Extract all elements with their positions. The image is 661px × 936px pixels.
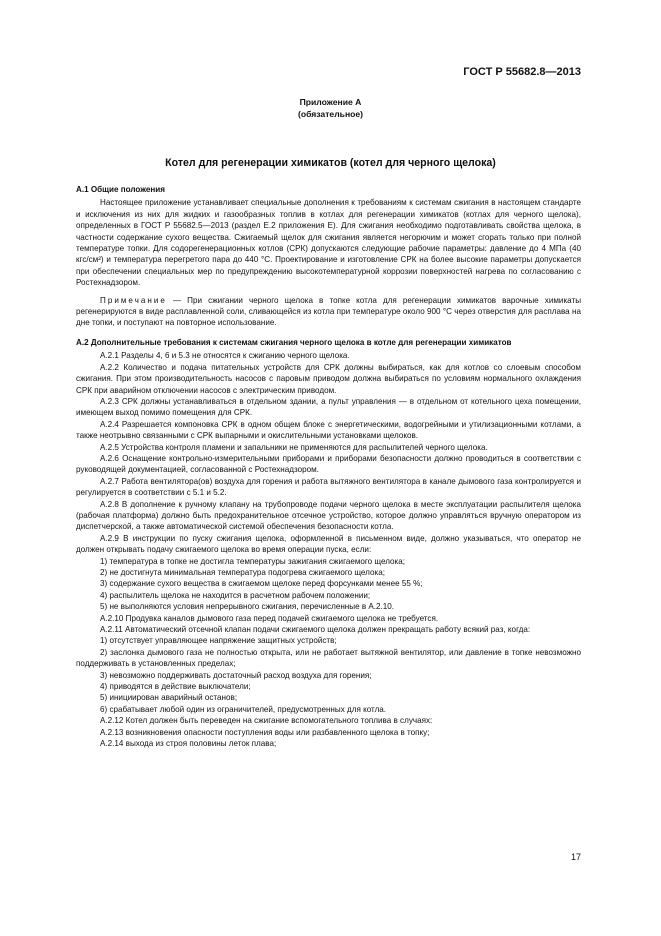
paragraph-a23: А.2.3 СРК должны устанавливаться в отдельном здании, а пульт управления — в отдельном от котельного цеха помещении, имеющем выход помимо помещения для СРК. (76, 396, 581, 418)
note-text: — При сжигании черного щелока в топке котла для регенерации химикатов варочные химикаты регенерируются в виде расплавленной соли, сливающейся из котла при температуре около 900 °С через отверстия для расплава на дне топки, и поступают на повторное использование. (76, 295, 582, 328)
list-item: 3) содержание сухого вещества в сжигаемом щелоке перед форсунками менее 55 %; (100, 579, 423, 589)
appendix-label: Приложение А (299, 97, 362, 107)
list-item: 1) температура в топке не достигла температуры зажигания сжигаемого щелока; (100, 556, 406, 566)
paragraph-a25: А.2.5 Устройства контроля пламени и запальники не применяются для распылителей черного щелока. (100, 442, 488, 452)
list-item: 4) распылитель щелока не находится в расчетном рабочем положении; (100, 590, 371, 600)
paragraph-a22: А.2.2 Количество и подача питательных устройств для СРК должны выбираться, как для котлов со слоевым способом сжигания. При этом производительность насосов с паровым приводом должна выбираться по условиям нормального охлаждения СРК при аварийном отключении насосов с электрическим приводом. (76, 362, 581, 395)
list-item: 2) не достигнута минимальная температура подогрева сжигаемого щелока; (100, 568, 385, 577)
paragraph-a213: А.2.13 возникновения опасности поступления воды или разбавленного щелока в топку; (100, 727, 430, 737)
document-body (76, 184, 581, 750)
list-item: 1) отсутствует управляющее напряжение защитных устройств; (100, 636, 337, 646)
paragraph-a24: А.2.4 Разрешается компоновка СРК в одном общем блоке с энергетическими, водогрейными и утилизационными котлами, а также неотрывно связанными с СРК выпарными и окислительными установками щелоков. (76, 419, 581, 441)
list-item: 5) инициирован аварийный останов; (100, 693, 238, 703)
paragraph-a28: А.2.8 В дополнение к ручному клапану на трубопроводе подачи черного щелока в месте эксплуатации распылителя щелока (рабочая платформа) должно быть предохранительное отсечное устройство, которое должно управляться вручную оператором из диспетчерской, а также автоматической системой обеспечения безопасности котла. (76, 499, 581, 532)
section-a2-heading: А.2 Дополнительные требования к системам сжигания черного щелока в котле для регенерации химикатов (76, 337, 512, 347)
appendix-status: (обязательное) (297, 109, 364, 119)
paragraph-a26: А.2.6 Оснащение контрольно-измерительными приборами и приборами безопасности должно проводиться в соответствии с руководящей документацией, согласованной с Ростехнадзором. (76, 453, 581, 475)
appendix-title: Котел для регенерации химикатов (котел для черного щелока) (165, 157, 496, 169)
page-number: 17 (570, 852, 581, 862)
appendix-heading (0, 96, 661, 120)
paragraph-a214: А.2.14 выхода из строя половины леток плава; (100, 739, 277, 749)
standard-number: ГОСТ Р 55682.8—2013 (463, 66, 581, 78)
list-item: 2) заслонка дымового газа не полностью открыта, или не работает вытяжной вентилятор, или давление в топке невозможно поддерживать в установленных пределах; (76, 647, 581, 669)
paragraph-a211: А.2.11 Автоматический отсечной клапан подачи сжигаемого щелока должен прекращать работу всякий раз, когда: (100, 625, 531, 635)
list-item: 4) приводятся в действие выключатели; (100, 682, 251, 692)
paragraph-a27: А.2.7 Работа вентилятора(ов) воздуха для горения и работа вытяжного вентилятора в канале дымового газа контролируется и регулируется в соответствии с 5.1 и 5.2. (76, 476, 581, 498)
paragraph-a29: А.2.9 В инструкции по пуску сжигания щелока, оформленной в письменном виде, должно указываться, что оператор не должен открывать подачу сжигаемого щелока во время операции пуска, если: (76, 533, 581, 555)
paragraph-a212: А.2.12 Котел должен быть переведен на сжигание вспомогательного топлива в случаях: (100, 716, 433, 726)
section-a1-heading: А.1 Общие положения (76, 185, 165, 194)
paragraph-a21: А.2.1 Разделы 4, 6 и 5.3 не относятся к сжиганию черного щелока. (100, 351, 350, 361)
list-item: 6) срабатывает любой один из ограничителей, предусмотренных для котла. (100, 704, 387, 714)
section-a1-paragraph: Настоящее приложение устанавливает специальные дополнения к требованиям к системам сжигания в настоящем стандарте и исключения из них для жидких и газообразных топлив в котлах для регенерации химикатов (котлах для черного щелока), определенных в ГОСТ Р 55682.5—2013 (раздел Е.2 приложения Е). Для сжигания необходимо подготавливать свойства щелока, в частности содержание сухого вещества. Сжигаемый щелок для сжигания является негорючим и может сгорать только при полной температуре топки. Для содорегенерационных котлов (СРК) допускаются следующие рабочие параметры: давление до 4 МПа (40 кгс/см²) и температура перегретого пара до 440 °С. Проектирование и изготовление СРК на более высокие параметры допускается при обеспечении специальных мер по предупреждению высокотемпературной коррозии поверхностей нагрева по согласованию с Ростехнадзором. (76, 198, 581, 288)
list-item: 3) невозможно поддерживать достаточный расход воздуха для горения; (100, 670, 372, 680)
note-label: Примечание (100, 295, 167, 305)
paragraph-a210: А.2.10 Продувка каналов дымового газа перед подачей сжигаемого щелока не требуется. (100, 613, 439, 623)
list-item: 5) не выполняются условия непрерывного сжигания, перечисленные в А.2.10. (100, 602, 395, 612)
note (76, 295, 581, 329)
